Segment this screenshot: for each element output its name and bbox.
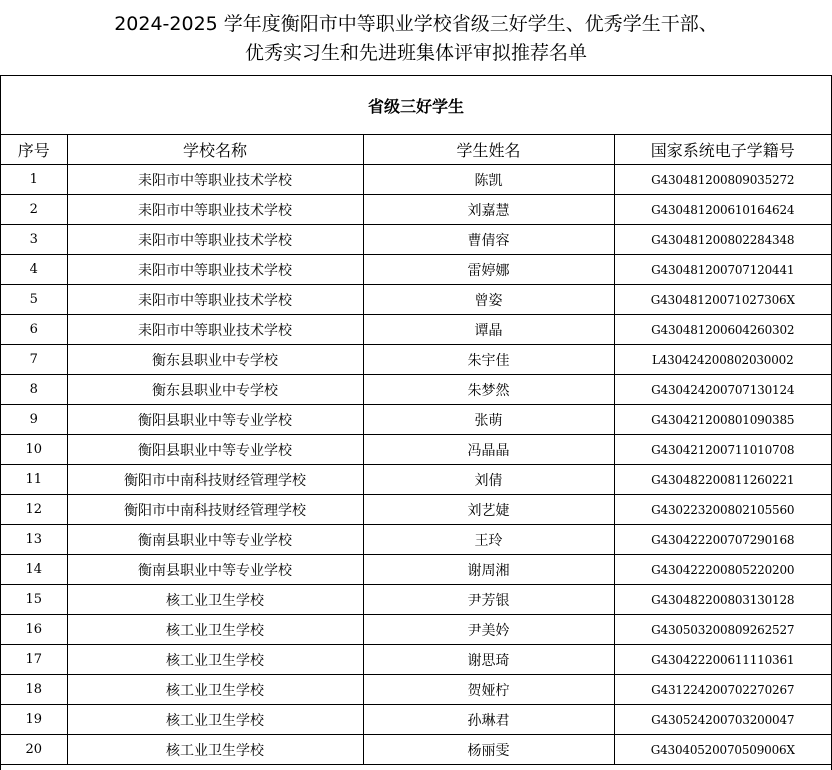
cell-school-name: 衡东县职业中专学校	[67, 345, 363, 375]
cell-student-id: G430482200803130128	[614, 585, 831, 615]
title-line-2: 优秀实习生和先进班集体评审拟推荐名单	[244, 42, 587, 64]
column-header-student-name: 学生姓名	[363, 135, 614, 165]
cell-number: 16	[1, 615, 67, 645]
cell-student-id: G431224200702270267	[614, 675, 831, 705]
cell-student-id: G430421200801090385	[614, 405, 831, 435]
cell-school-name: 核工业卫生学校	[67, 585, 363, 615]
cell-student-id: G430524200703200047	[614, 705, 831, 735]
table-row	[1, 675, 831, 705]
cell-student-name: 谢周湘	[363, 555, 614, 585]
table-row	[1, 435, 831, 465]
cell-student-id: G430421200711010708	[614, 435, 831, 465]
cell-student-name: 杨丽雯	[363, 735, 614, 765]
column-header-school: 学校名称	[67, 135, 363, 165]
cell-student-name: 贺娅柠	[363, 675, 614, 705]
section-title: 省级三好学生	[1, 76, 831, 135]
cell-student-id: G43048120071027306X	[614, 285, 831, 315]
cell-student-name: 曾姿	[363, 285, 614, 315]
cell-student-name: 朱宇佳	[363, 345, 614, 375]
cell-student-name: 孙琳君	[363, 705, 614, 735]
cell-number: 17	[1, 645, 67, 675]
cell-school-name: 衡东县职业中专学校	[67, 375, 363, 405]
column-header-number: 序号	[1, 135, 67, 165]
cell-number: 19	[1, 705, 67, 735]
table-row	[1, 465, 831, 495]
cell-school-name: 衡阳县职业中等专业学校	[67, 405, 363, 435]
cell-student-id: G430422200611110361	[614, 645, 831, 675]
cell-student-id: G43040520070509006X	[614, 735, 831, 765]
cell-school-name: 衡阳市中南科技财经管理学校	[67, 465, 363, 495]
column-header-student-id: 国家系统电子学籍号	[614, 135, 831, 165]
cell-student-name: 曹倩容	[363, 225, 614, 255]
table-row	[1, 345, 831, 375]
cell-number: 14	[1, 555, 67, 585]
cell-student-name: 谭晶	[363, 315, 614, 345]
table-row	[1, 495, 831, 525]
cell-number: 18	[1, 675, 67, 705]
table-row	[1, 375, 831, 405]
cell-number: 1	[1, 165, 67, 195]
cell-school-name: 衡南县职业中等专业学校	[67, 525, 363, 555]
cell-school-name: 核工业卫生学校	[67, 705, 363, 735]
table-row	[1, 705, 831, 735]
table-row	[1, 255, 831, 285]
column-header-row	[1, 135, 831, 165]
cell-student-name: 尹芳银	[363, 585, 614, 615]
cell-school-name: 核工业卫生学校	[67, 675, 363, 705]
cell-student-id: G430223200802105560	[614, 495, 831, 525]
cell-student-id: G430481200707120441	[614, 255, 831, 285]
cell-student-name: 朱梦然	[363, 375, 614, 405]
table-row	[1, 735, 831, 765]
cell-number: 11	[1, 465, 67, 495]
cell-student-name: 冯晶晶	[363, 435, 614, 465]
cell-school-name: 衡阳市中南科技财经管理学校	[67, 495, 363, 525]
cell-school-name: 衡阳县职业中等专业学校	[67, 435, 363, 465]
table-row	[1, 615, 831, 645]
cell-student-name: 张萌	[363, 405, 614, 435]
cell-school-name: 耒阳市中等职业技术学校	[67, 315, 363, 345]
cell-number: 6	[1, 315, 67, 345]
cell-school-name: 耒阳市中等职业技术学校	[67, 195, 363, 225]
cell-school-name: 核工业卫生学校	[67, 645, 363, 675]
cell-school-name: 耒阳市中等职业技术学校	[67, 225, 363, 255]
cell-school-name: 耒阳市中等职业技术学校	[67, 285, 363, 315]
cell-number: 7	[1, 345, 67, 375]
table-row	[1, 645, 831, 675]
cell-number: 2	[1, 195, 67, 225]
cell-school-name: 衡南县职业中等专业学校	[67, 555, 363, 585]
cell-school-name: 耒阳市中等职业技术学校	[67, 255, 363, 285]
section-header-row	[1, 76, 831, 135]
cell-school-name: 核工业卫生学校	[67, 615, 363, 645]
cell-student-name: 刘倩	[363, 465, 614, 495]
table-row	[1, 405, 831, 435]
recommendation-table	[1, 76, 831, 765]
title-line-1: 2024-2025 学年度衡阳市中等职业学校省级三好学生、优秀学生干部、	[114, 13, 718, 35]
table-row	[1, 585, 831, 615]
table-row	[1, 225, 831, 255]
cell-student-id: G430503200809262527	[614, 615, 831, 645]
cell-number: 8	[1, 375, 67, 405]
cell-number: 10	[1, 435, 67, 465]
cell-student-id: G430424200707130124	[614, 375, 831, 405]
table-row	[1, 525, 831, 555]
cell-school-name: 核工业卫生学校	[67, 735, 363, 765]
cell-student-id: G430422200707290168	[614, 525, 831, 555]
cell-student-name: 尹美妗	[363, 615, 614, 645]
table-row	[1, 195, 831, 225]
cell-student-name: 刘艺婕	[363, 495, 614, 525]
recommendation-table-container	[0, 76, 832, 770]
document-title	[0, 0, 832, 76]
cell-school-name: 耒阳市中等职业技术学校	[67, 165, 363, 195]
cell-number: 12	[1, 495, 67, 525]
table-row	[1, 555, 831, 585]
cell-student-name: 陈凯	[363, 165, 614, 195]
cell-number: 9	[1, 405, 67, 435]
cell-student-id: G430422200805220200	[614, 555, 831, 585]
cell-number: 5	[1, 285, 67, 315]
cell-number: 4	[1, 255, 67, 285]
cell-number: 13	[1, 525, 67, 555]
cell-student-id: G430481200604260302	[614, 315, 831, 345]
cell-student-name: 雷婷娜	[363, 255, 614, 285]
cell-student-name: 王玲	[363, 525, 614, 555]
cell-student-id: G430482200811260221	[614, 465, 831, 495]
cell-student-id: L430424200802030002	[614, 345, 831, 375]
table-row	[1, 315, 831, 345]
cell-number: 3	[1, 225, 67, 255]
table-row	[1, 285, 831, 315]
cell-number: 15	[1, 585, 67, 615]
cell-student-id: G430481200802284348	[614, 225, 831, 255]
cell-student-name: 谢思琦	[363, 645, 614, 675]
table-row	[1, 165, 831, 195]
cell-student-name: 刘嘉慧	[363, 195, 614, 225]
cell-number: 20	[1, 735, 67, 765]
cell-student-id: G430481200610164624	[614, 195, 831, 225]
cell-student-id: G430481200809035272	[614, 165, 831, 195]
